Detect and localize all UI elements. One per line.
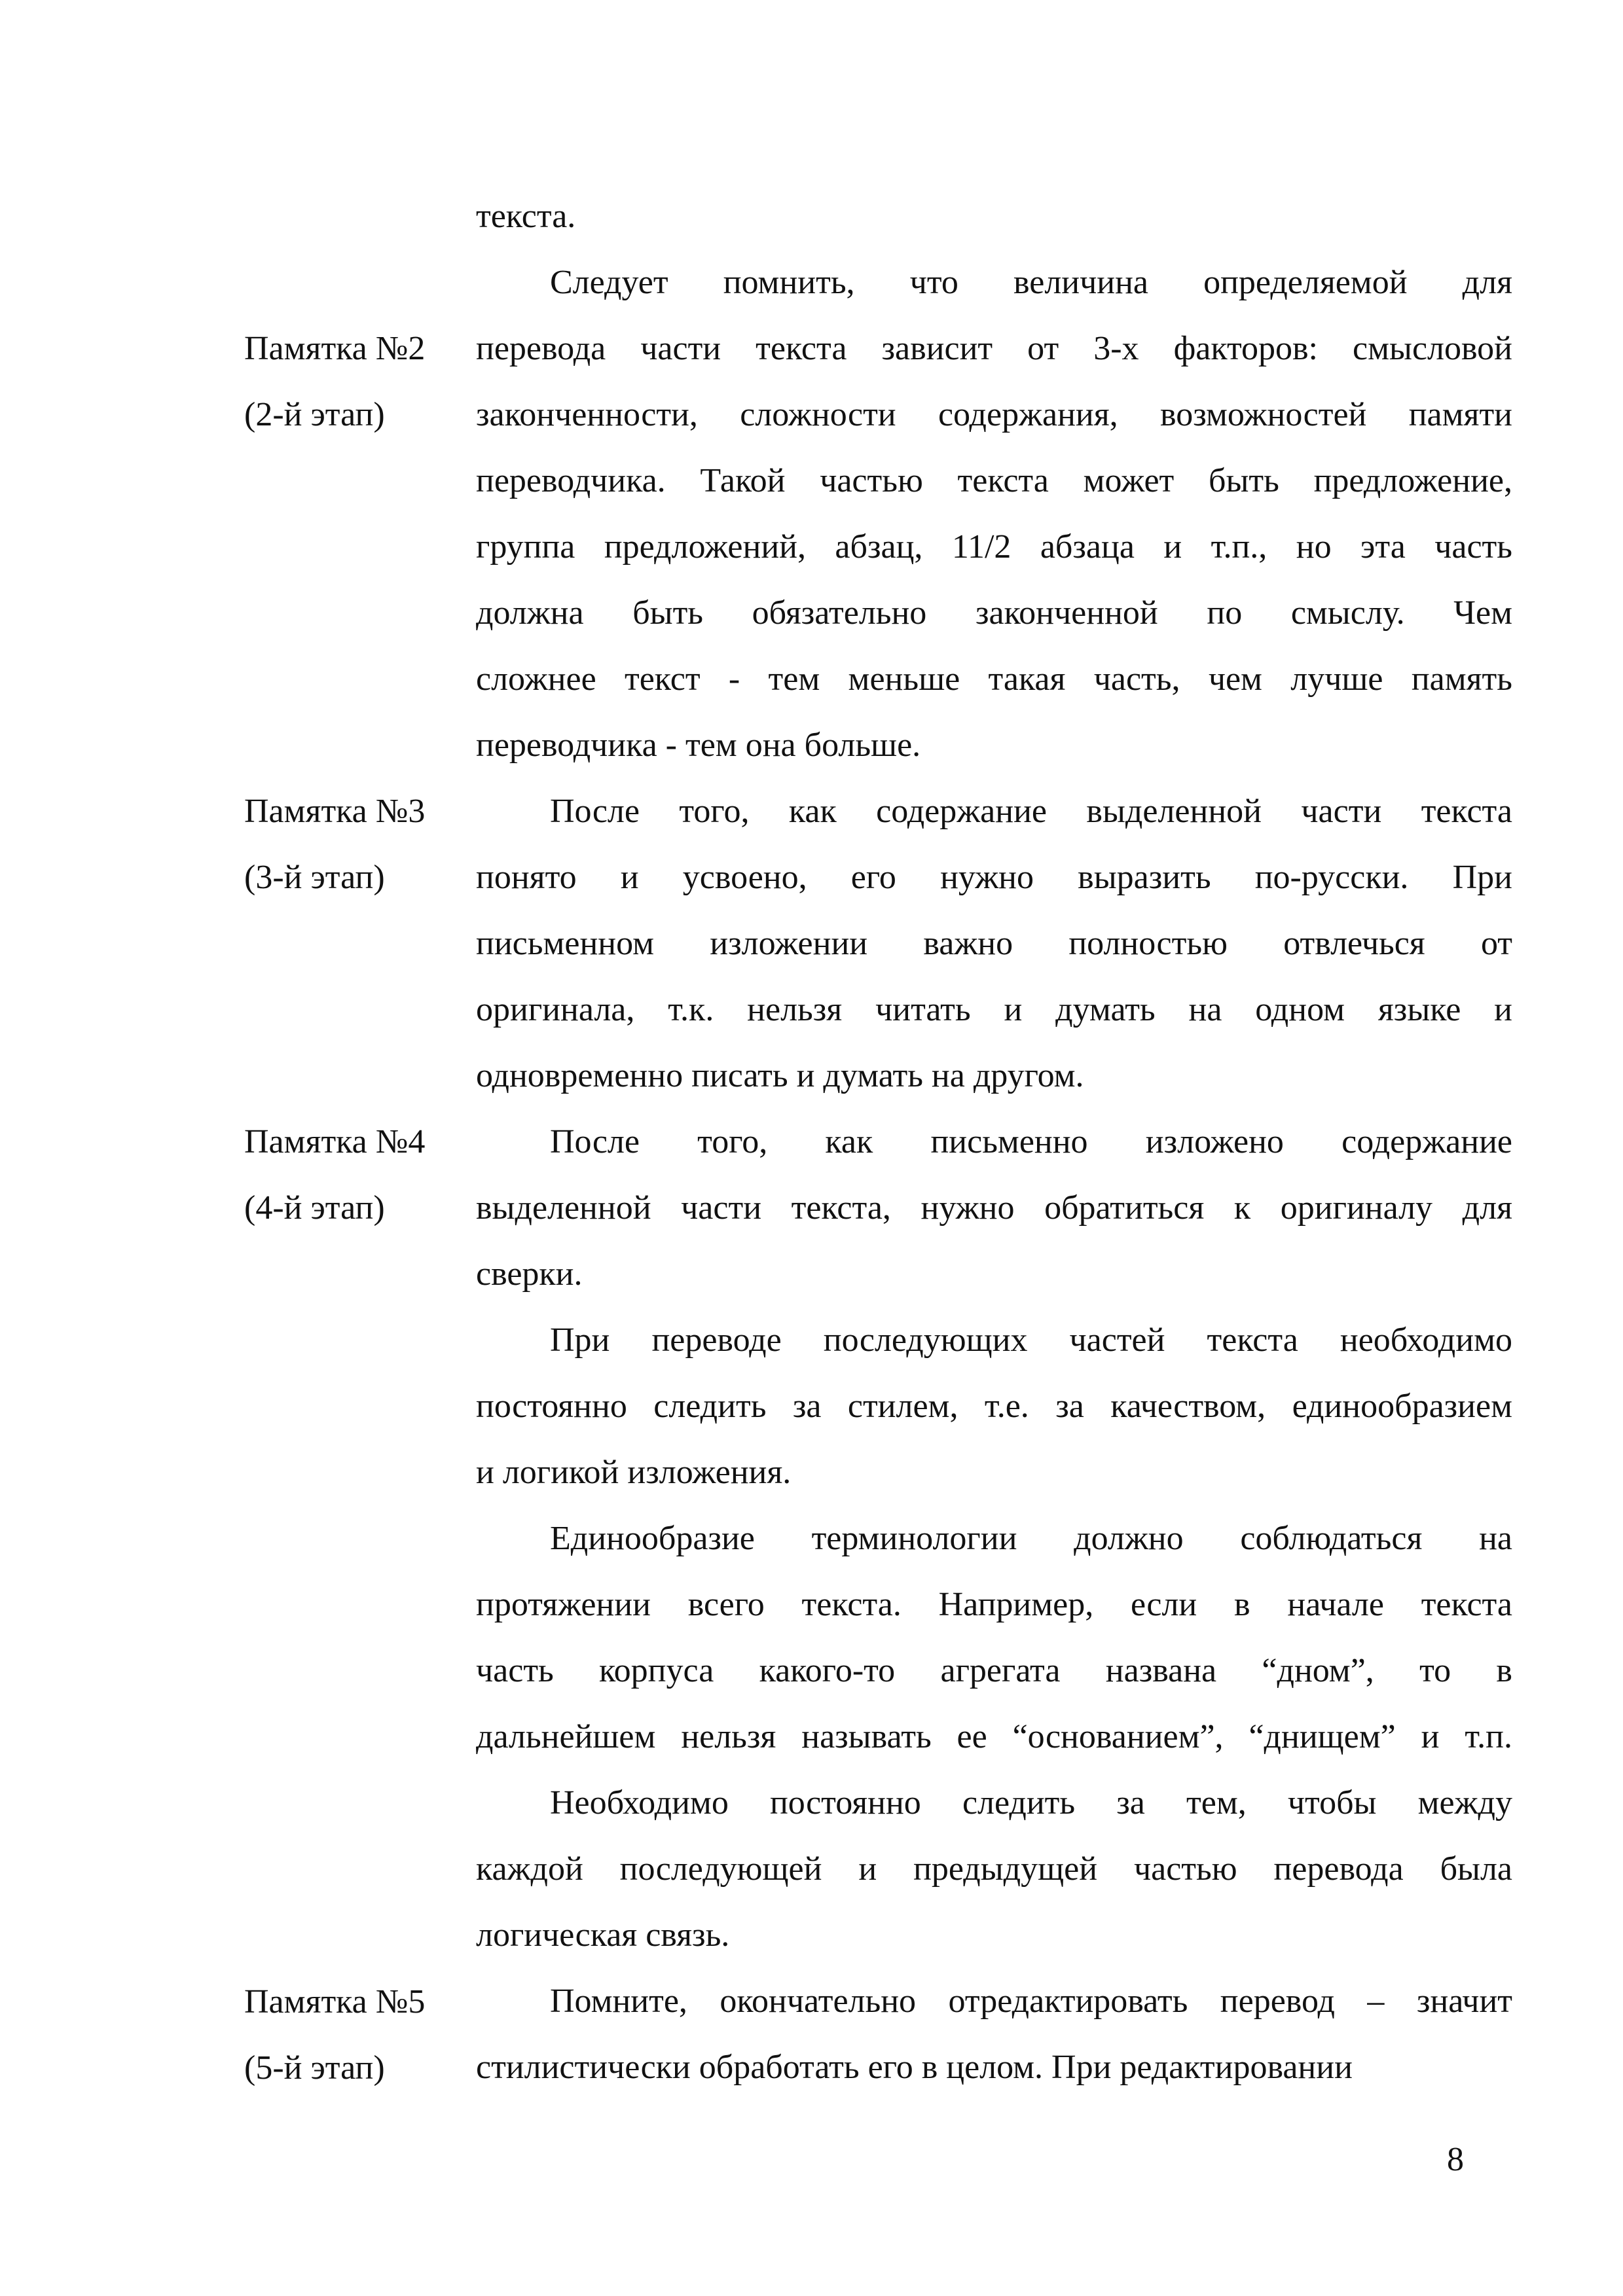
margin-note-stage: (3-й этап) [244,859,385,896]
text-line: выделенной части текста, нужно обратиться к оригиналу для [476,1189,1512,1227]
margin-note-title: Памятка №2 [244,330,426,367]
text-line: текста. [476,198,576,235]
text-line: Следует помнить, что величина определяемой для [550,264,1512,301]
text-line: перевода части текста зависит от 3-х факторов: смысловой [476,330,1512,367]
margin-note-5 [244,1969,425,2101]
text-line: При переводе последующих частей текста необходимо [550,1321,1512,1359]
body-text [476,183,1512,2100]
text-line: письменном изложении важно полностью отвлечься от [476,925,1512,962]
margin-note-stage: (5-й этап) [244,2049,385,2087]
margin-note-4 [244,1109,425,1241]
text-line: Единообразие терминологии должно соблюдаться на [550,1520,1512,1557]
text-line: Помните, окончательно отредактировать перевод – значит [550,1982,1512,2020]
text-line: стилистически обработать его в целом. При редактировании [476,2049,1353,2086]
text-line: сверки. [476,1255,583,1293]
text-line: логическая связь. [476,1916,730,1954]
text-line: понято и усвоено, его нужно выразить по-русски. При [476,859,1512,896]
text-line: часть корпуса какого-то агрегата названа “дном”, то в [476,1652,1512,1689]
text-line: группа предложений, абзац, 11/2 абзаца и т.п., но эта часть [476,528,1512,565]
text-line: должна быть обязательно законченной по смыслу. Чем [476,594,1512,632]
text-line: Необходимо постоянно следить за тем, чтобы между [550,1784,1512,1821]
margin-note-title: Памятка №4 [244,1123,426,1160]
text-line: одновременно писать и думать на другом. [476,1057,1084,1094]
text-line: оригинала, т.к. нельзя читать и думать на одном языке и [476,991,1512,1028]
margin-note-title: Памятка №5 [244,1983,426,2020]
margin-note-title: Памятка №3 [244,793,426,830]
text-line: законченности, сложности содержания, возможностей памяти [476,396,1512,433]
margin-note-2 [244,315,425,448]
text-line: протяжении всего текста. Например, если в начале текста [476,1586,1512,1623]
text-line: постоянно следить за стилем, т.е. за качеством, единообразием [476,1388,1512,1425]
text-line: переводчика. Такой частью текста может быть предложение, [476,462,1512,499]
margin-note-stage: (4-й этап) [244,1189,385,1227]
page-number: 8 [1447,2141,1464,2178]
margin-note-stage: (2-й этап) [244,396,385,433]
text-line: и логикой изложения. [476,1454,792,1491]
text-line: дальнейшем нельзя называть ее “основанием”, “днищем” и т.п. [476,1718,1512,1755]
text-line: каждой последующей и предыдущей частью перевода была [476,1850,1512,1888]
text-line: После того, как письменно изложено содержание [550,1123,1512,1160]
margin-note-3 [244,778,425,910]
text-line: сложнее текст - тем меньше такая часть, чем лучше память [476,660,1512,698]
text-line: переводчика - тем она больше. [476,726,921,764]
text-line: После того, как содержание выделенной части текста [550,793,1512,830]
